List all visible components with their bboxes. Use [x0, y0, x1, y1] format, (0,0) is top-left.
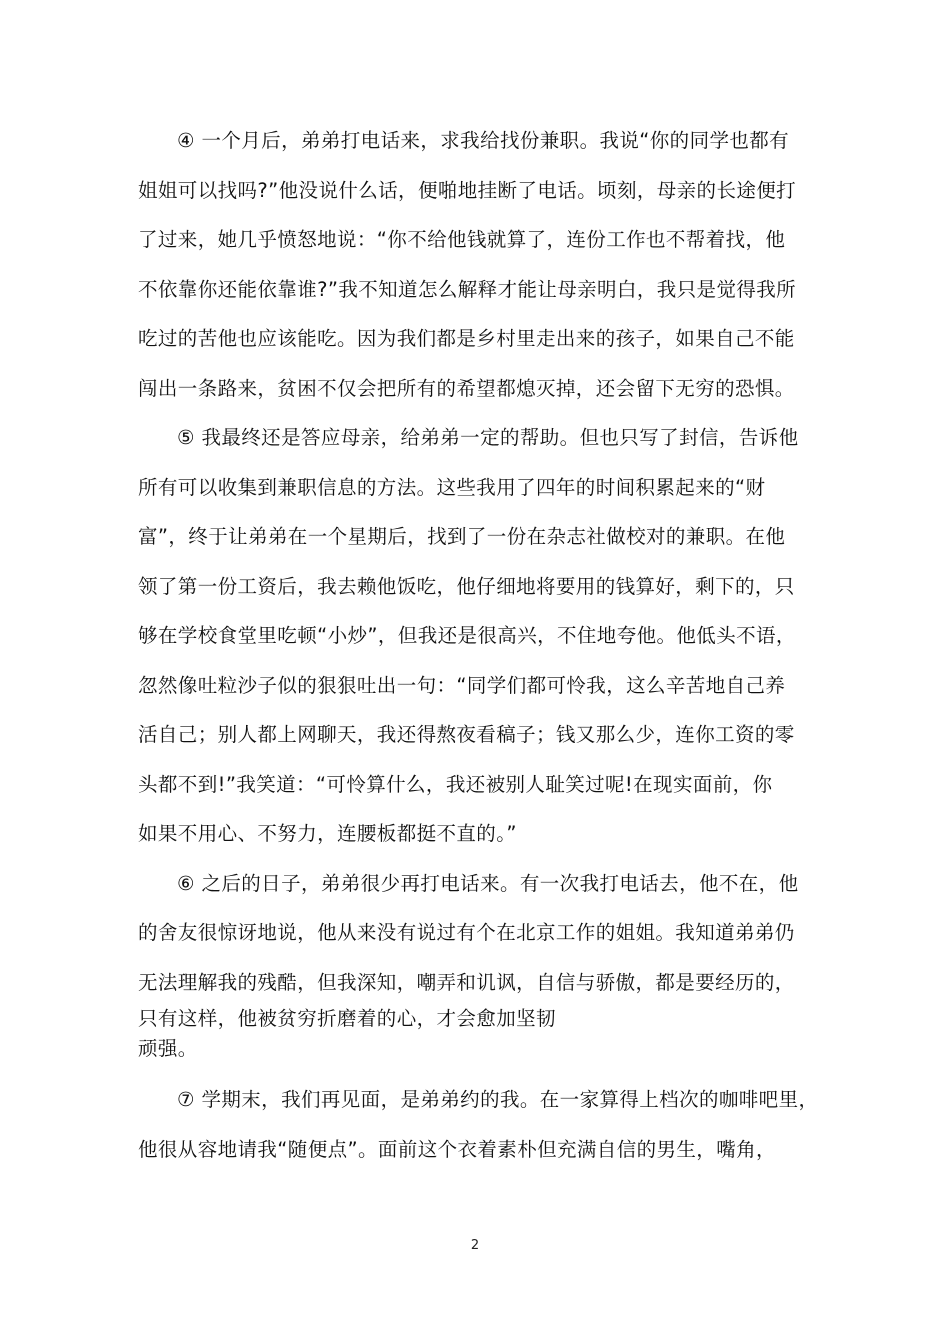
text-line: 忽然像吐粒沙子似的狠狠吐出一句：“同学们都可怜我，这么辛苦地自己养: [138, 673, 786, 697]
text-line: 闯出一条路来，贫困不仅会把所有的希望都熄灭掉，还会留下无穷的恐惧。: [138, 376, 795, 400]
text-line: 活自己；别人都上网聊天，我还得熬夜看稿子；钱又那么少，连你工资的零: [138, 723, 795, 746]
paragraph-7: [138, 1075, 826, 1174]
paragraph-4: [138, 116, 826, 413]
text-line: 的舍友很惊讶地说，他从来没有说过有个在北京工作的姐姐。我知道弟弟仍: [138, 921, 795, 944]
text-line: 够在学校食堂里吃顿“小炒”，但我还是很高兴，不住地夸他。他低头不语，: [138, 624, 796, 647]
page-number: 2: [470, 1238, 480, 1253]
text-line: 不依靠你还能依靠谁?”我不知道怎么解释才能让母亲明白，我只是觉得我所: [138, 277, 797, 301]
paragraph-5: [138, 413, 826, 859]
text-line: 吃过的苦他也应该能吃。因为我们都是乡村里走出来的孩子，如果自己不能: [138, 327, 795, 350]
text-line: 头都不到!”我笑道：“可怜算什么，我还被别人耻笑过呢!在现实面前，你: [138, 772, 773, 796]
body-text: [138, 116, 826, 1174]
text-line: 他很从容地请我“随便点”。面前这个衣着素朴但充满自信的男生，嘴角，: [138, 1137, 776, 1161]
text-line: 如果不用心、不努力，连腰板都挺不直的。”: [138, 822, 517, 845]
text-line: 领了第一份工资后，我去赖他饭吃，他仔细地将要用的钱算好，剩下的，只: [138, 574, 795, 598]
text-line: ⑥ 之后的日子，弟弟很少再打电话来。有一次我打电话去，他不在，他: [177, 871, 799, 895]
text-line: ⑦ 学期末，我们再见面，是弟弟约的我。在一家算得上档次的咖啡吧里，: [177, 1088, 819, 1111]
text-line: 顽强。: [138, 1037, 198, 1060]
paragraph-6: [138, 859, 826, 1062]
text-line: 无法理解我的残酷，但我深知，嘲弄和讥讽，自信与骄傲，都是要经历的，: [138, 970, 795, 994]
text-line: 富”，终于让弟弟在一个星期后，找到了一份在杂志社做校对的兼职。在他: [138, 525, 786, 548]
text-line: ⑤ 我最终还是答应母亲，给弟弟一定的帮助。但也只写了封信，告诉他: [177, 426, 799, 449]
text-line: 了过来，她几乎愤怒地说：“你不给他钱就算了，连份工作也不帮着找，他: [138, 228, 786, 251]
text-line: 所有可以收集到兼职信息的方法。这些我用了四年的时间积累起来的“财: [138, 475, 766, 499]
text-line: ④ 一个月后，弟弟打电话来，求我给找份兼职。我说“你的同学也都有: [177, 129, 790, 152]
text-line: 只有这样，他被贫穷折磨着的心，才会愈加坚韧: [138, 1007, 556, 1030]
text-line: 姐姐可以找吗?”他没说什么话，便啪地挂断了电话。顷刻，母亲的长途便打: [138, 178, 797, 202]
